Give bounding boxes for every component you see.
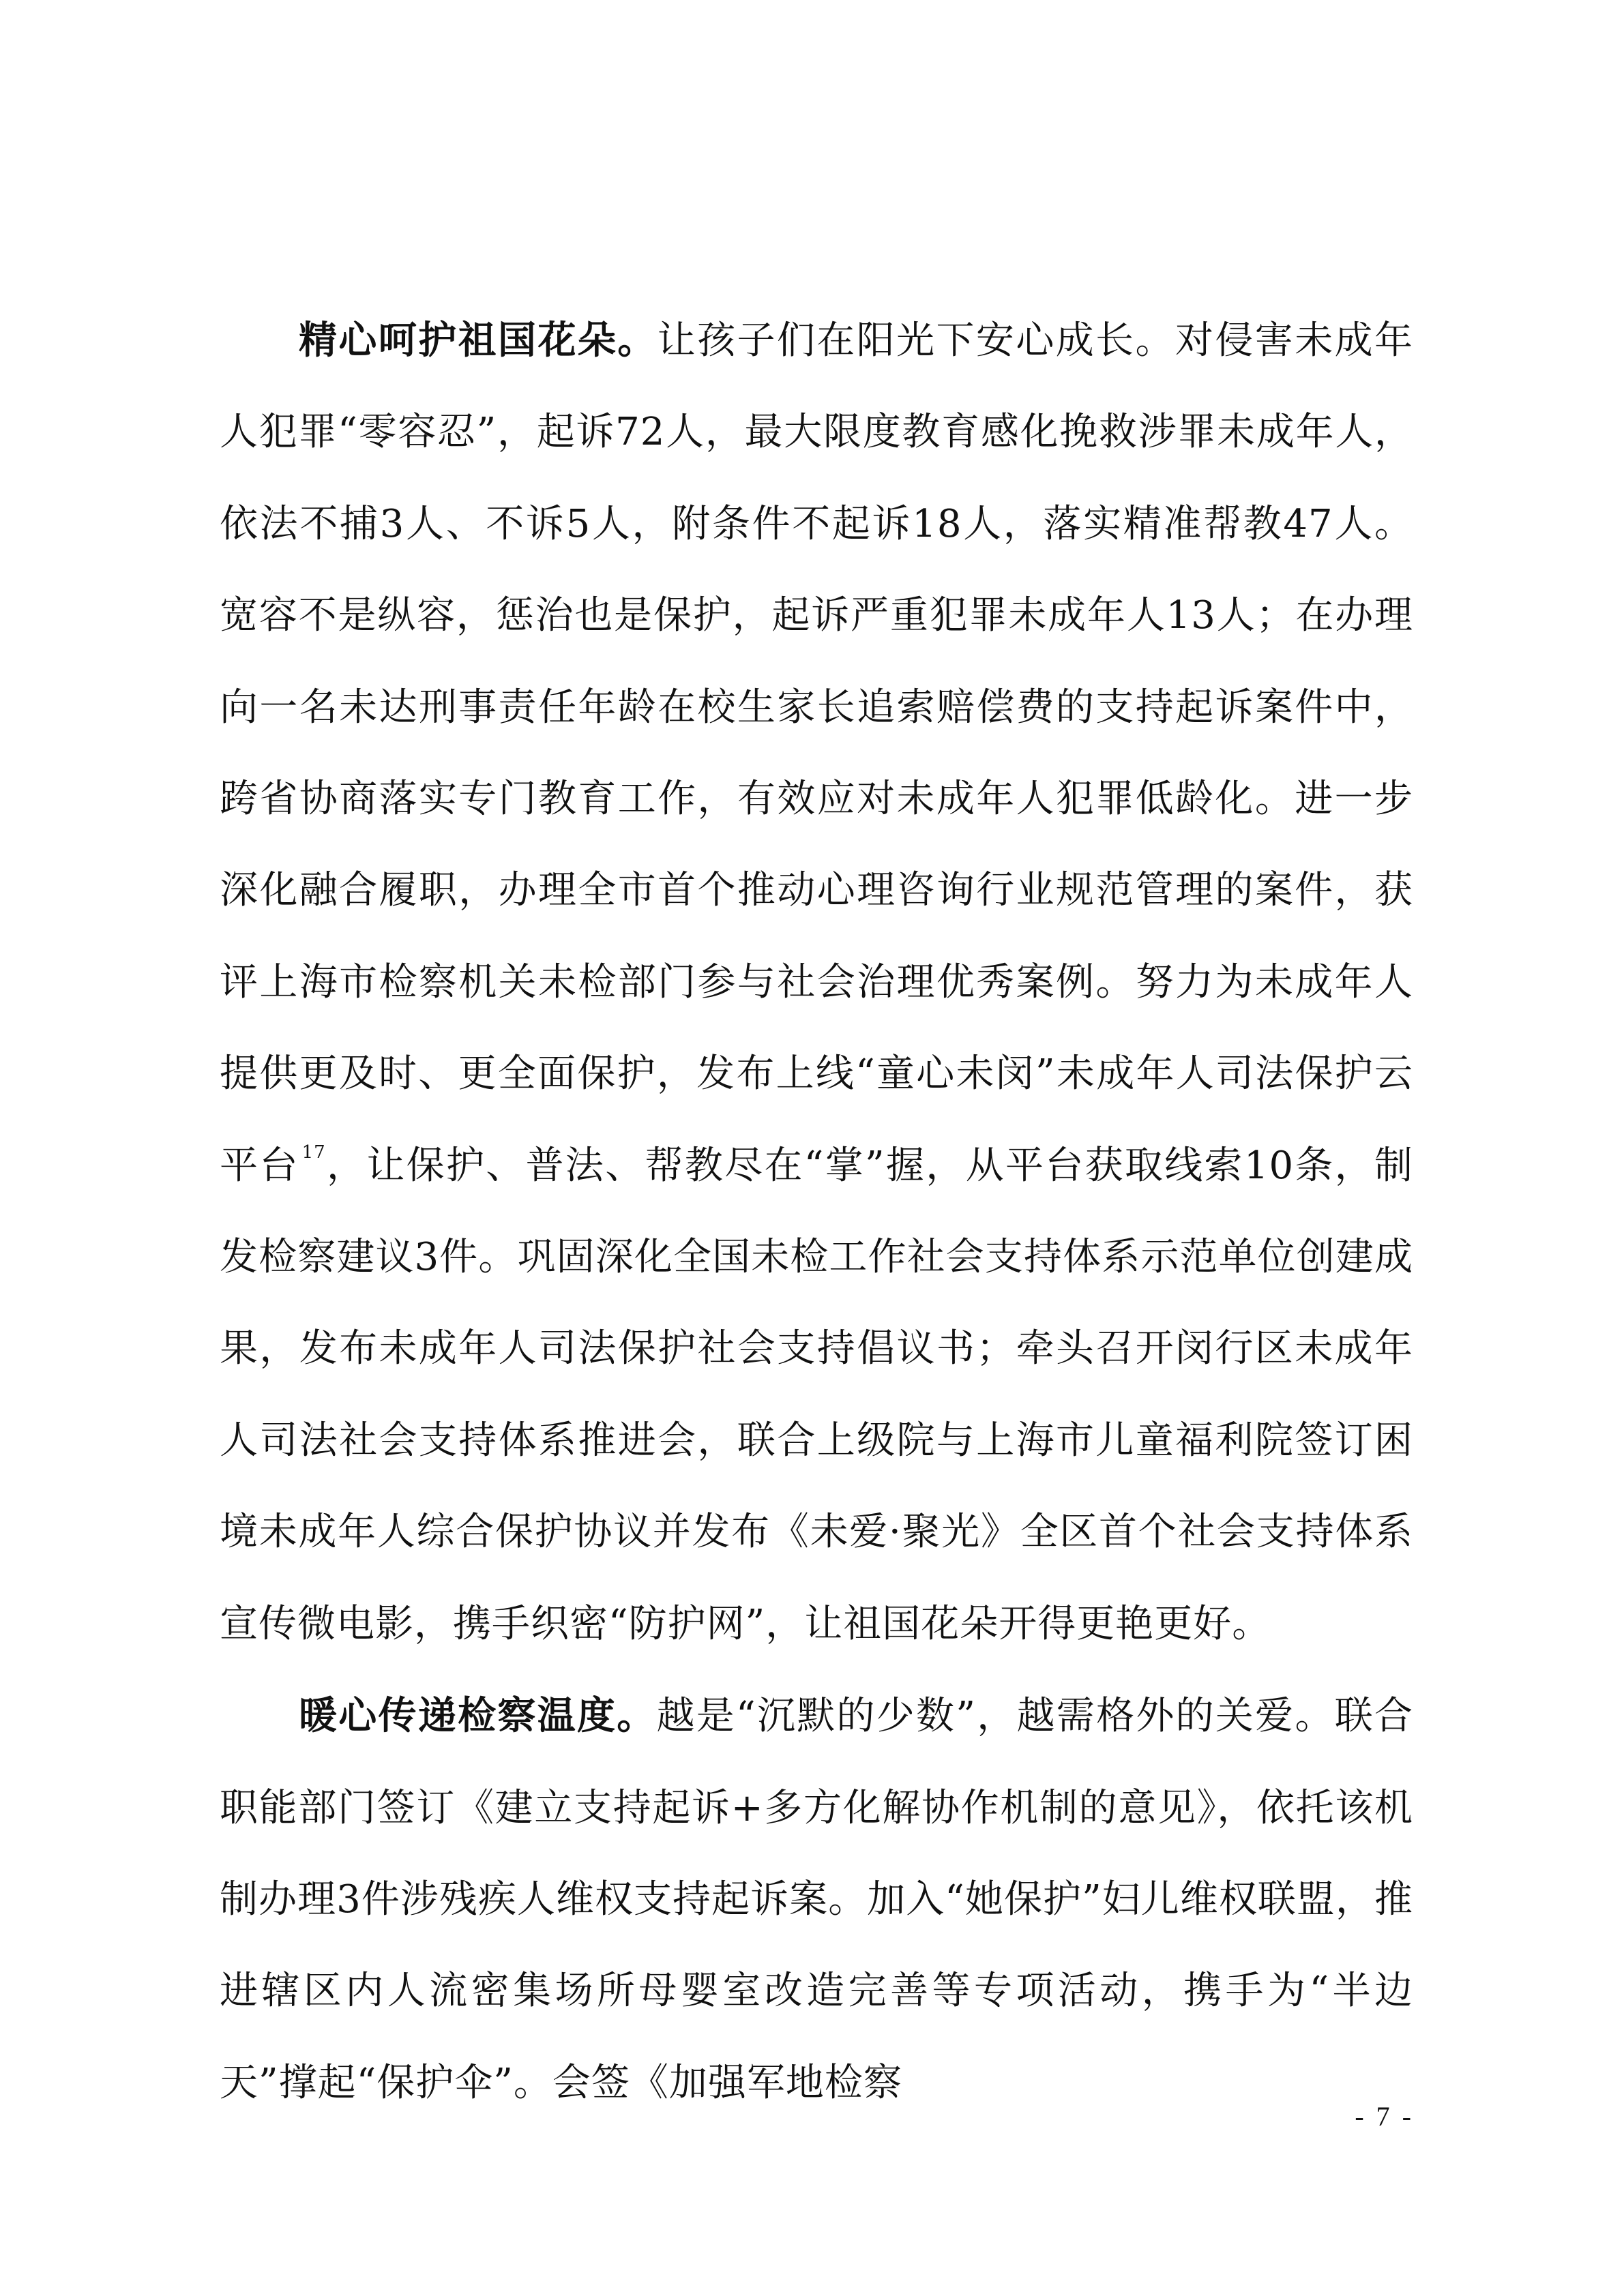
- paragraph-procuratorial-warmth: [220, 1670, 1413, 2129]
- paragraph-child-protection: [220, 295, 1413, 1670]
- paragraph-lead-heading: 精心呵护祖国花朵。: [299, 318, 658, 363]
- footnote-marker: 17: [301, 1142, 326, 1163]
- paragraph-text-continued: ，让保护、普法、帮教尽在“掌”握，从平台获取线索10条，制发检察建议3件。巩固深化全国未检工作社会支持体系示范单位创建成果，发布未成年人司法保护社会支持倡议书；牵头召开闵行区未成年人司法社会支持体系推进会，联合上级院与上海市儿童福利院签订困境未成年人综合保护协议并发布《未爱·聚光》全区首个社会支持体系宣传微电影，携手织密“防护网”，让祖国花朵开得更艳更好。: [220, 1143, 1414, 1646]
- page-number: - 7 -: [1355, 2101, 1414, 2132]
- paragraph-lead-heading: 暖心传递检察温度。: [299, 1693, 657, 1739]
- paragraph-text: 越是“沉默的少数”，越需格外的关爱。联合职能部门签订《建立支持起诉+多方化解协作机制的意见》，依托该机制办理3件涉残疾人维权支持起诉案。加入“她保护”妇儿维权联盟，推进辖区内人流密集场所母婴室改造完善等专项活动，携手为“半边天”撑起“保护伞”。会签《加强军地检察: [220, 1694, 1414, 2105]
- paragraph-text: 让孩子们在阳光下安心成长。对侵害未成年人犯罪“零容忍”，起诉72人，最大限度教育感化挽救涉罪未成年人，依法不捕3人、不诉5人，附条件不起诉18人，落实精准帮教47人。宽容不是纵容，惩治也是保护，起诉严重犯罪未成年人13人；在办理向一名未达刑事责任年龄在校生家长追索赔偿费的支持起诉案件中，跨省协商落实专门教育工作，有效应对未成年人犯罪低龄化。进一步深化融合履职，办理全市首个推动心理咨询行业规范管理的案件，获评上海市检察机关未检部门参与社会治理优秀案例。努力为未成年人提供更及时、更全面保护，发布上线“童心未闵”未成年人司法保护云平台: [220, 318, 1414, 1188]
- body-text: [220, 295, 1413, 2129]
